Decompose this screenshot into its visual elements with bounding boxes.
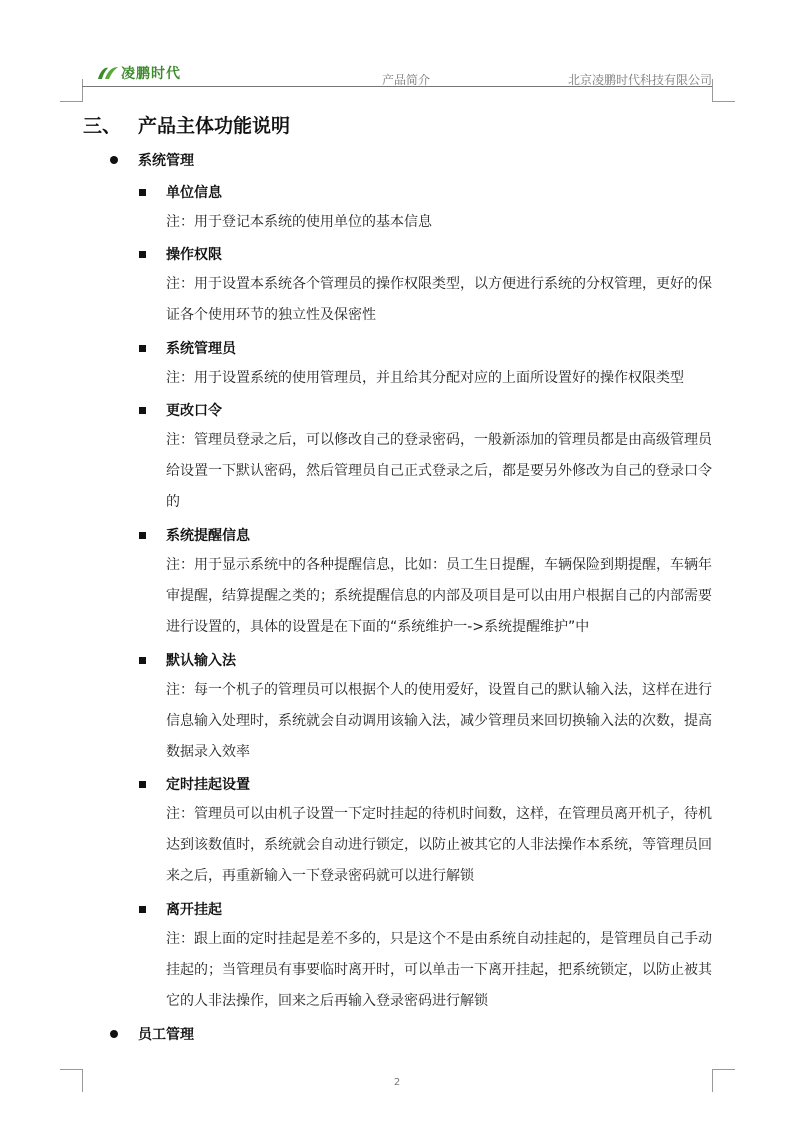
logo-leaf-icon <box>97 65 119 81</box>
bullet-dot-icon <box>110 1030 118 1038</box>
square-bullet-icon <box>139 657 146 664</box>
bullet-employee-management <box>110 1024 194 1044</box>
logo-text: 凌鹏时代 <box>121 66 181 82</box>
bullet-label: 员工管理 <box>138 1027 194 1043</box>
note-change-password: 注：管理员登录之后，可以修改自己的登录密码，一般新添加的管理员都是由高级管理员给设置一下默认密码，然后管理员自己正式登录之后，都是要另外修改为自己的登录口令的 <box>166 432 712 510</box>
section-heading <box>83 111 290 138</box>
sub-item-leave-suspend <box>139 899 222 919</box>
sub-item-label: 操作权限 <box>166 247 222 263</box>
square-bullet-icon <box>139 189 146 196</box>
sub-item-permissions <box>139 244 222 264</box>
square-bullet-icon <box>139 906 146 913</box>
sub-item-system-reminders <box>139 525 250 545</box>
crop-mark-top-left <box>60 79 83 102</box>
note-unit-info: 注：用于登记本系统的使用单位的基本信息 <box>166 214 432 230</box>
sub-item-label: 离开挂起 <box>166 902 222 918</box>
note-leave-suspend: 注：跟上面的定时挂起是差不多的，只是这个不是由系统自动挂起的，是管理员自己手动挂起的；当管理员有事要临时离开时，可以单击一下离开挂起，把系统锁定，以防止被其它的人非法操作，回来之后再输入登录密码进行解锁 <box>166 931 712 1009</box>
sub-item-label: 系统提醒信息 <box>166 528 250 544</box>
square-bullet-icon <box>139 251 146 258</box>
page-number: 2 <box>393 1077 401 1088</box>
square-bullet-icon <box>139 781 146 788</box>
company-logo <box>97 63 181 83</box>
sub-item-timed-suspend <box>139 774 250 794</box>
bullet-label: 系统管理 <box>138 153 194 169</box>
section-title: 产品主体功能说明 <box>138 115 291 137</box>
square-bullet-icon <box>139 532 146 539</box>
header-divider <box>82 86 712 87</box>
square-bullet-icon <box>139 407 146 414</box>
bullet-system-management <box>110 150 194 170</box>
note-system-reminders: 注：用于显示系统中的各种提醒信息，比如：员工生日提醒，车辆保险到期提醒，车辆年审提醒，结算提醒之类的；系统提醒信息的内部及项目是可以由用户根据自己的内部需要进行设置的，具体的设置是在下面的“系统维护一->系统提醒维护”中 <box>166 557 712 635</box>
sub-item-label: 系统管理员 <box>166 341 236 357</box>
sub-item-label: 单位信息 <box>166 185 222 201</box>
sub-item-unit-info <box>139 182 222 202</box>
sub-item-label: 定时挂起设置 <box>166 777 250 793</box>
section-number: 三、 <box>83 115 122 137</box>
note-default-input-method: 注：每一个机子的管理员可以根据个人的使用爱好，设置自己的默认输入法，这样在进行信息输入处理时，系统就会自动调用该输入法，减少管理员来回切换输入法的次数，提高数据录入效率 <box>166 682 712 760</box>
crop-mark-top-right <box>712 79 735 102</box>
sub-item-system-admin <box>139 338 236 358</box>
note-system-admin: 注：用于设置系统的使用管理员，并且给其分配对应的上面所设置好的操作权限类型 <box>166 370 684 386</box>
header-company-name: 北京凌鹏时代科技有限公司 <box>567 73 712 87</box>
note-permissions: 注：用于设置本系统各个管理员的操作权限类型，以方便进行系统的分权管理，更好的保证各个使用环节的独立性及保密性 <box>166 276 712 323</box>
sub-item-label: 默认输入法 <box>166 653 236 669</box>
sub-item-label: 更改口令 <box>166 403 222 419</box>
header-doc-title: 产品简介 <box>382 73 431 87</box>
sub-item-default-input-method <box>139 650 236 670</box>
sub-item-change-password <box>139 400 222 420</box>
note-timed-suspend: 注：管理员可以由机子设置一下定时挂起的待机时间数，这样，在管理员离开机子，待机达到该数值时，系统就会自动进行锁定，以防止被其它的人非法操作本系统，等管理员回来之后，再重新输入一下登录密码就可以进行解锁 <box>166 806 712 884</box>
bullet-dot-icon <box>110 156 118 164</box>
square-bullet-icon <box>139 345 146 352</box>
